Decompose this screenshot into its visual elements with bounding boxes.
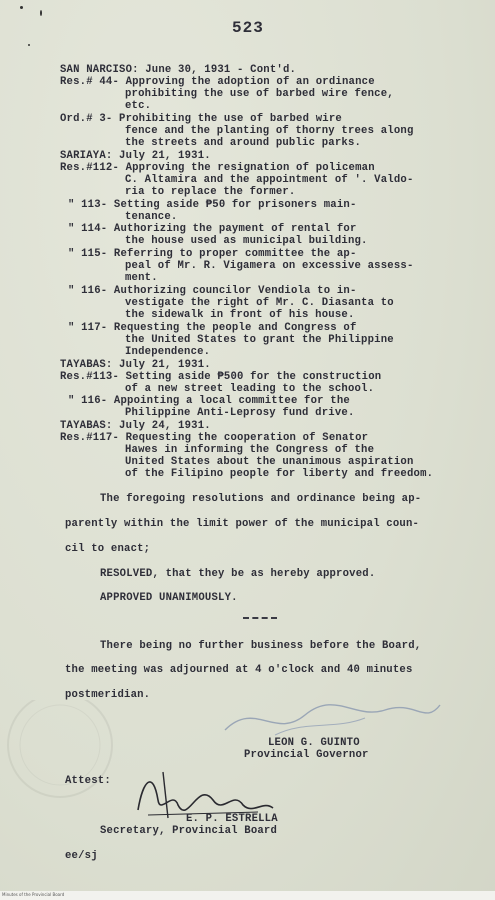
text-line: Hawes in informing the Congress of the — [125, 444, 375, 456]
text-line: fence and the planting of thorny trees along — [125, 125, 414, 137]
text-line: Res.#112- Approving the resignation of policeman — [60, 162, 375, 174]
paragraph-line: APPROVED UNANIMOUSLY. — [100, 592, 238, 604]
text-line: the sidewalk in front of his house. — [125, 309, 355, 321]
text-line: C. Altamira and the appointment of '. Valdo- — [125, 174, 414, 186]
text-line: Res.# 44- Approving the adoption of an ordinance — [60, 76, 375, 88]
separator-dashes — [243, 617, 277, 619]
secretary-name: E. P. ESTRELLA — [186, 813, 278, 825]
text-line: Res.#113- Setting aside ₱500 for the construction — [60, 371, 382, 383]
paragraph-line: The foregoing resolutions and ordinance being ap- — [100, 493, 422, 505]
text-line: " 113- Setting aside ₱50 for prisoners main- — [68, 199, 357, 211]
ink-speck — [20, 6, 23, 9]
text-line: SAN NARCISO: June 30, 1931 - Cont'd. — [60, 64, 297, 76]
text-line: ment. — [125, 272, 158, 284]
paragraph-line: the meeting was adjourned at 4 o'clock and 40 minutes — [65, 664, 413, 676]
text-line: peal of Mr. R. Vigamera on excessive assess- — [125, 260, 414, 272]
paragraph-line: parently within the limit power of the municipal coun- — [65, 518, 420, 530]
page-number: 523 — [232, 19, 264, 37]
text-line: " 115- Referring to proper committee the ap- — [68, 248, 357, 260]
text-line: Philippine Anti-Leprosy fund drive. — [125, 407, 355, 419]
paragraph-line: RESOLVED, that they be as hereby approved. — [100, 568, 376, 580]
text-line: of a new street leading to the school. — [125, 383, 375, 395]
text-line: the United States to grant the Philippine — [125, 334, 394, 346]
governor-title: Provincial Governor — [244, 749, 369, 761]
text-line: TAYABAS: July 24, 1931. — [60, 420, 211, 432]
scan-footer-strip — [0, 891, 495, 900]
ink-speck — [40, 10, 42, 16]
text-line: Independence. — [125, 346, 211, 358]
paragraph-line: There being no further business before the Board, — [100, 640, 422, 652]
paragraph-line: cil to enact; — [65, 543, 151, 555]
text-line: the house used as municipal building. — [125, 235, 368, 247]
paragraph-line: postmeridian. — [65, 689, 151, 701]
text-line: United States about the unanimous aspiration — [125, 456, 414, 468]
text-line: " 116- Appointing a local committee for the — [68, 395, 350, 407]
text-line: of the Filipino people for liberty and freedom. — [125, 468, 434, 480]
text-line: Res.#117- Requesting the cooperation of Senator — [60, 432, 369, 444]
secretary-title: Secretary, Provincial Board — [100, 825, 278, 837]
text-line: " 114- Authorizing the payment of rental for — [68, 223, 357, 235]
text-line: vestigate the right of Mr. C. Diasanta to — [125, 297, 394, 309]
text-line: the streets and around public parks. — [125, 137, 362, 149]
text-line: ria to replace the former. — [125, 186, 296, 198]
text-line: etc. — [125, 100, 152, 112]
text-line: TAYABAS: July 21, 1931. — [60, 359, 211, 371]
scan-footer-text: Minutes of the Provincial Board — [2, 892, 65, 897]
text-line: SARIAYA: July 21, 1931. — [60, 150, 211, 162]
ink-speck — [28, 44, 30, 46]
text-line: " 116- Authorizing councilor Vendiola to in- — [68, 285, 357, 297]
text-line: tenance. — [125, 211, 178, 223]
governor-name: LEON G. GUINTO — [268, 737, 360, 749]
typist-initials: ee/sj — [65, 850, 98, 862]
text-line: " 117- Requesting the people and Congress of — [68, 322, 357, 334]
attest-label: Attest: — [65, 775, 111, 787]
text-line: prohibiting the use of barbed wire fence, — [125, 88, 394, 100]
text-line: Ord.# 3- Prohibiting the use of barbed wire — [60, 113, 342, 125]
